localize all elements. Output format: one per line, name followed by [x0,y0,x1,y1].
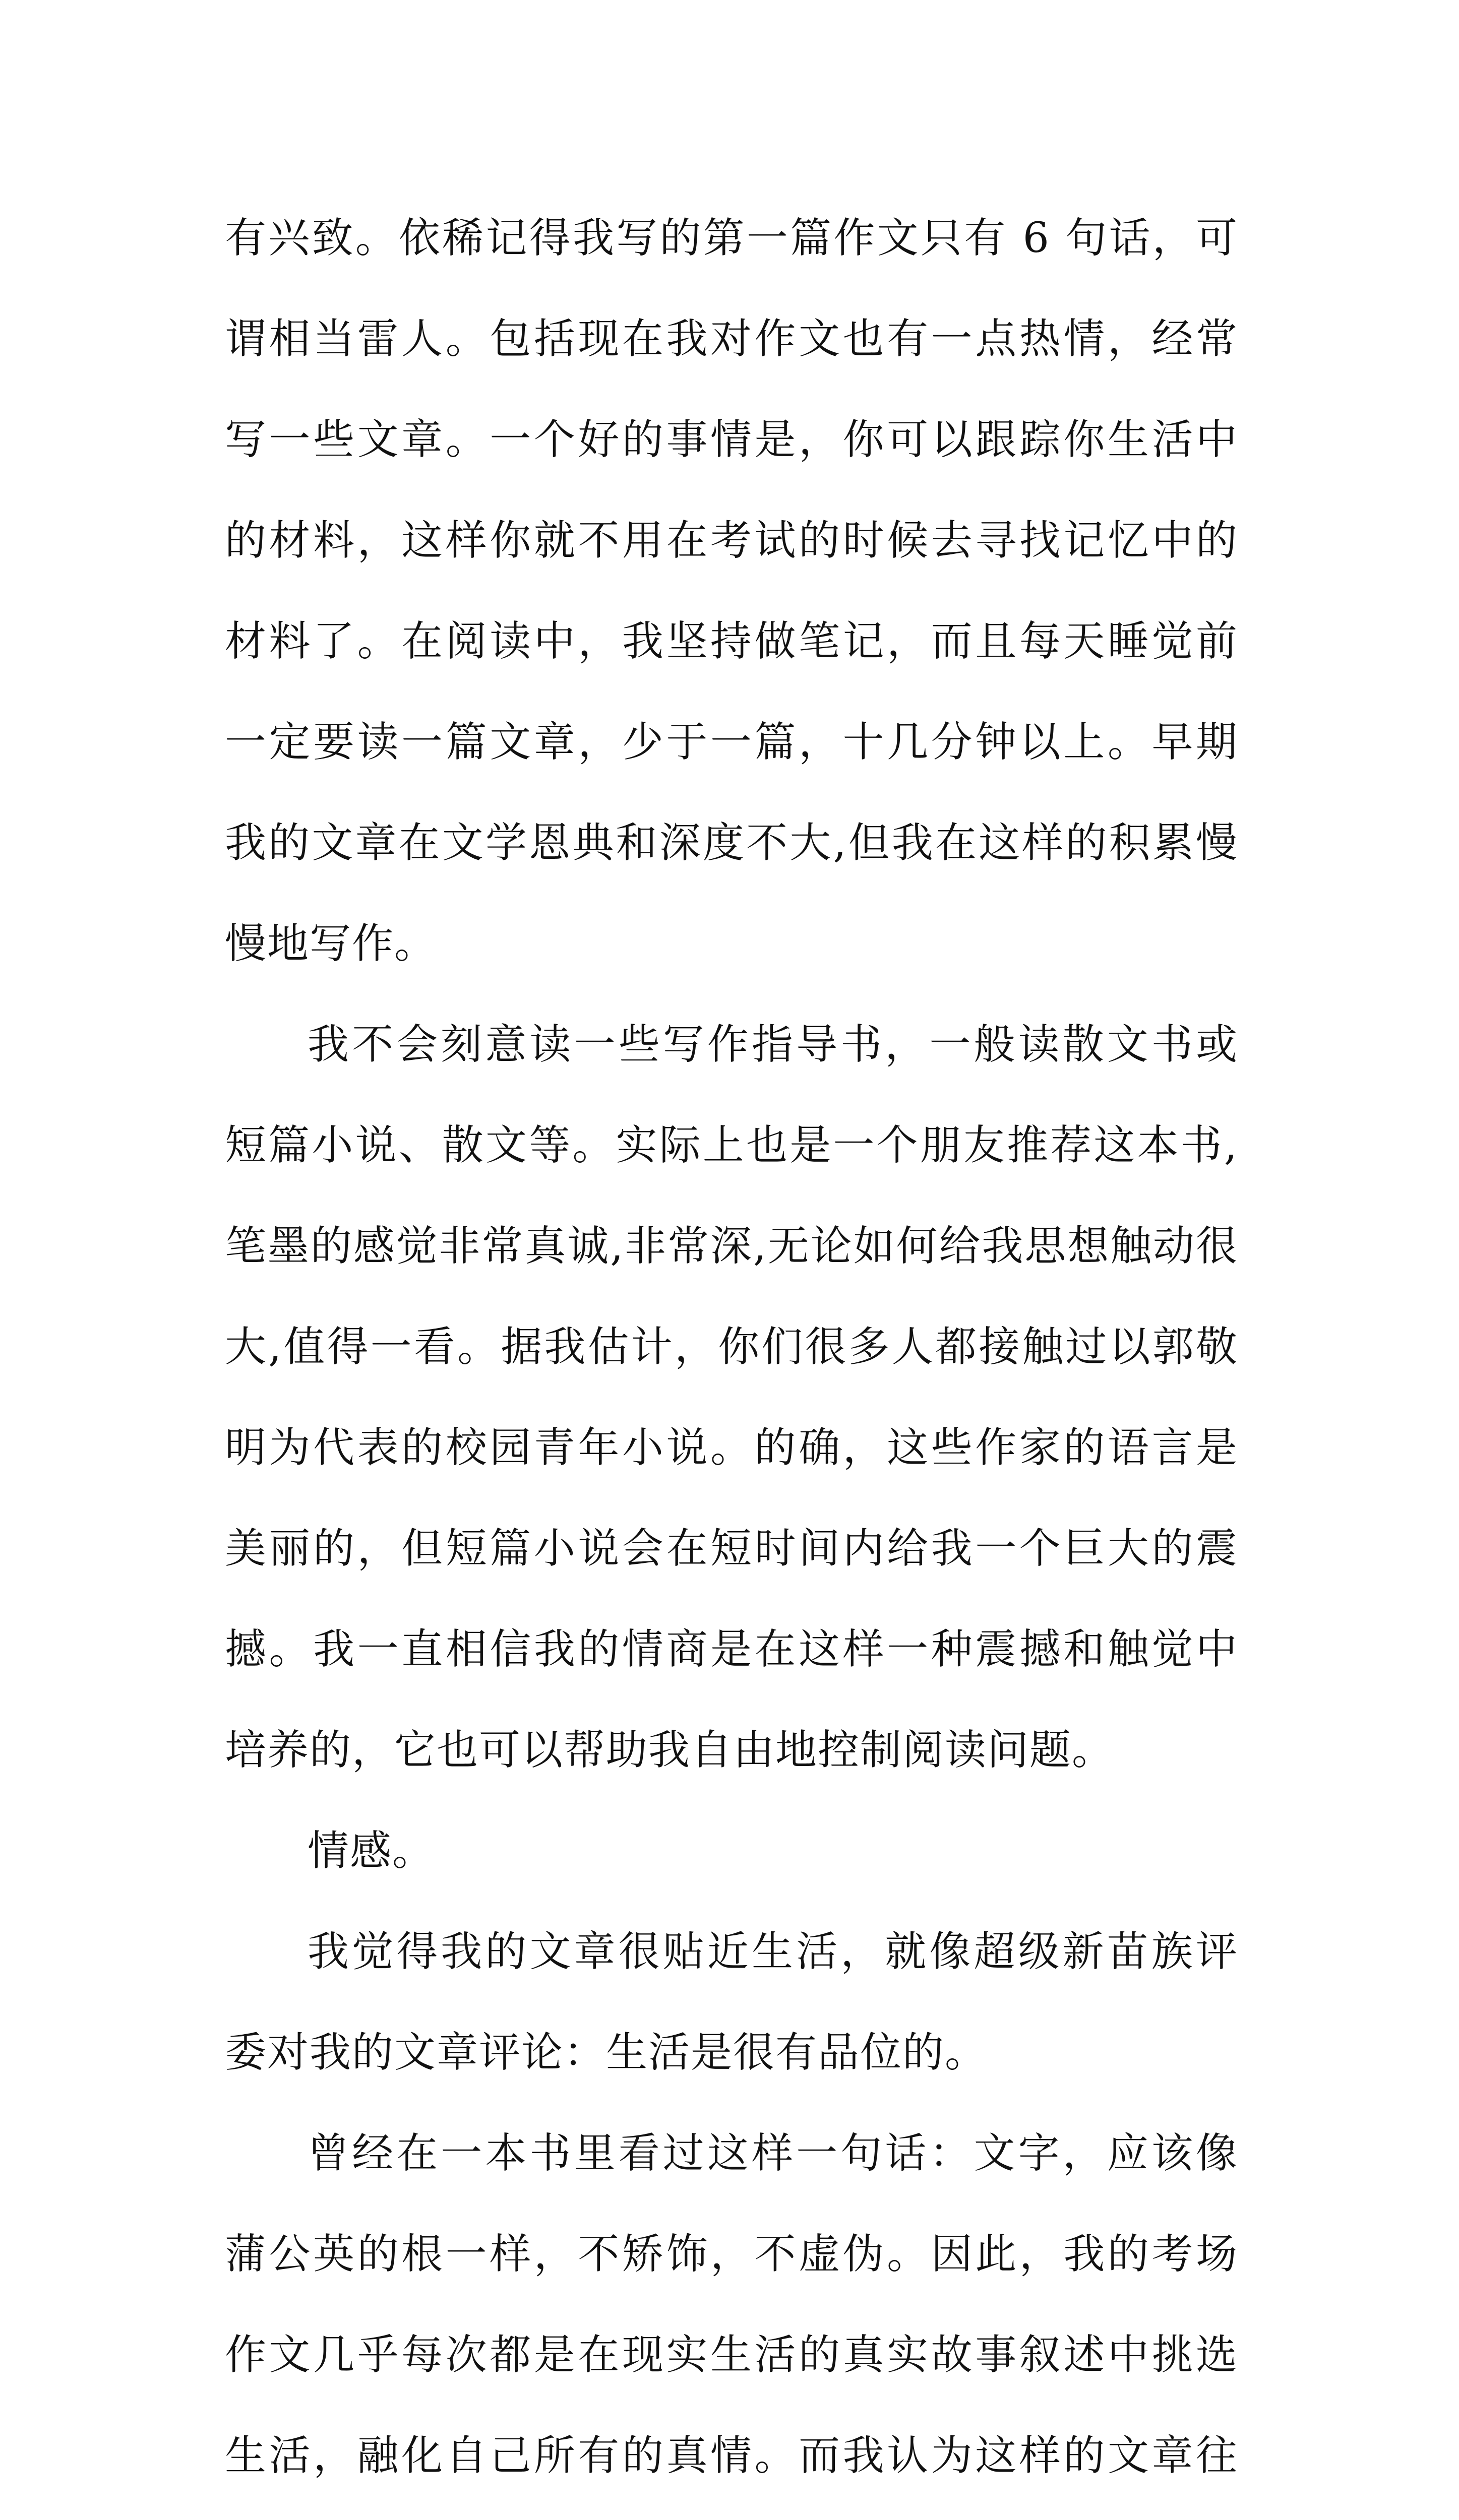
paragraph-1: 有兴致。依稀记得我写的第一篇作文只有 6 句话，可谓相当雷人。包括现在我对作文也有一点热情，经常写一些文章。一个好的事情是，你可以跟踪你生活中的材料，这样你就不用在考试的时候去寻找记忆中的材料了。在阅读中，我坚持做笔记，而且每天睡觉前一定要读一篇文章，少于一篇，十几分钟以上。早期我的文章在文学恩典和深度不大,但我在这样的积累慢慢地写作。 [225,214,1238,968]
paragraph-2: 我不会刻意读一些写作指导书，一般读散文书或短篇小说、散文等。实际上也是一个朋友推荐这本书,笔墨的感觉非常真诚,非常深,无论如何给我思想触动很大,值得一看。据我估计，你们很多人都接触过以郭敬明为代表的校园青年小说。的确，这些作家的语言是美丽的，但短篇小说会在短时间内给我一个巨大的震撼。我一直相信我的情商是在这样一种震撼和触觉中培养的，它也可以帮助我自由地控制阅读问题。 [225,1021,1238,1774]
paragraph-4: 我觉得我的文章很贴近生活，就像超级新苗族评委对我的文章评论：生活是很有品位的。 [225,1928,1238,2076]
paragraph-5: 曾经在一本书里看过这样一句话：文字，应该像蒲公英的根一样，不矫饰，不虚伪。因此，我的考场作文几乎每次都是在现实生活的真实故事叙述中挑选生活，融化自己所有的真情。而我认为这样的文章往 [225,2129,1238,2480]
paragraph-3: 情感。 [308,1827,435,1875]
body-text [225,188,1238,2520]
